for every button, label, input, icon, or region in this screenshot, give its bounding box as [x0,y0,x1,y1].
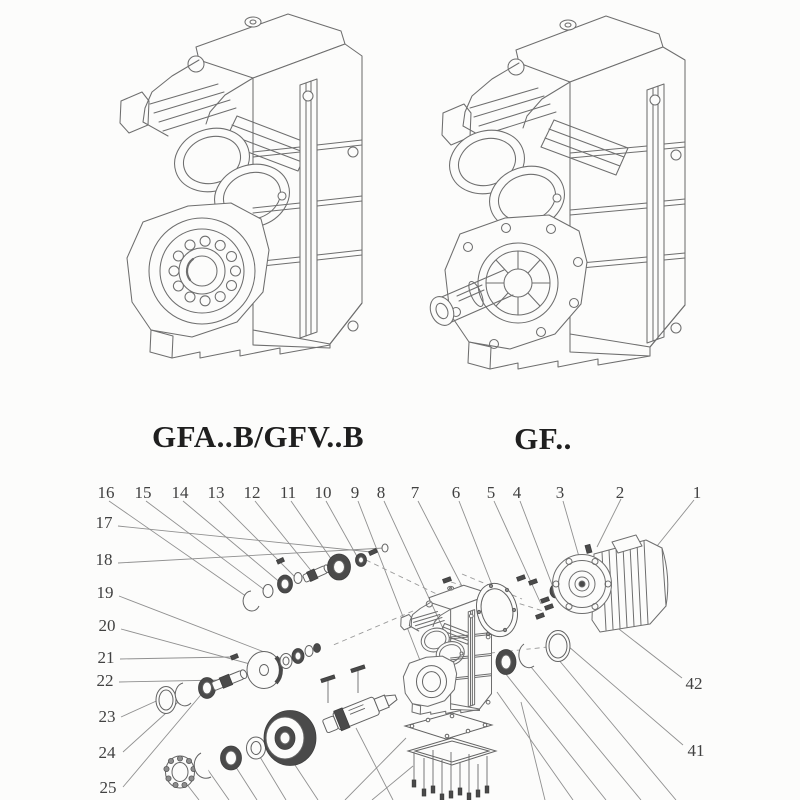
model-label-right: GF.. [514,421,572,456]
callout-42: 42 [685,674,703,693]
callout-18: 18 [95,550,113,569]
gear-housing-bore [417,666,447,698]
input-shaft-parts [243,544,388,611]
line-drawing-gf [426,16,685,369]
callout-labels [96,483,705,797]
exploded-parts-diagram [96,483,705,800]
callout-9: 9 [350,483,360,502]
callout-10: 10 [314,483,332,502]
callout-8: 8 [376,483,386,502]
callout-6: 6 [451,483,461,502]
intermediate-pinion-shaft [211,668,248,692]
callout-16: 16 [97,483,115,502]
intermediate-shaft-parts [156,644,321,714]
callout-5: 5 [486,483,496,502]
callout-1: 1 [692,483,702,502]
stud-bolts [321,665,365,703]
output-bearing-face [478,243,558,323]
callout-25: 25 [99,778,117,797]
callout-21: 21 [97,648,115,667]
callout-12: 12 [243,483,261,502]
output-gear [264,711,316,766]
electric-motor [553,535,668,632]
callout-4: 4 [512,483,522,502]
input-pinion-shaft [302,563,331,583]
output-solid-shaft [321,688,400,736]
callout-17: 17 [95,513,113,532]
model-label-left: GFA..B/GFV..B [151,419,365,454]
callout-22: 22 [96,671,114,690]
housing-gaskets [405,713,496,765]
callout-24: 24 [98,743,116,762]
callout-23: 23 [98,707,116,726]
hollow-shaft-bearing [149,218,255,324]
callout-7: 7 [410,483,420,502]
callout-11: 11 [279,483,297,502]
callout-2: 2 [615,483,625,502]
callout-15: 15 [134,483,152,502]
callout-19: 19 [96,583,114,602]
callout-13: 13 [207,483,225,502]
callout-41: 41 [687,741,705,760]
line-drawing-gfab-gfvb [120,14,362,358]
callout-20: 20 [98,616,116,635]
motor-flange [553,555,612,614]
callout-3: 3 [555,483,565,502]
callout-14: 14 [171,483,189,502]
